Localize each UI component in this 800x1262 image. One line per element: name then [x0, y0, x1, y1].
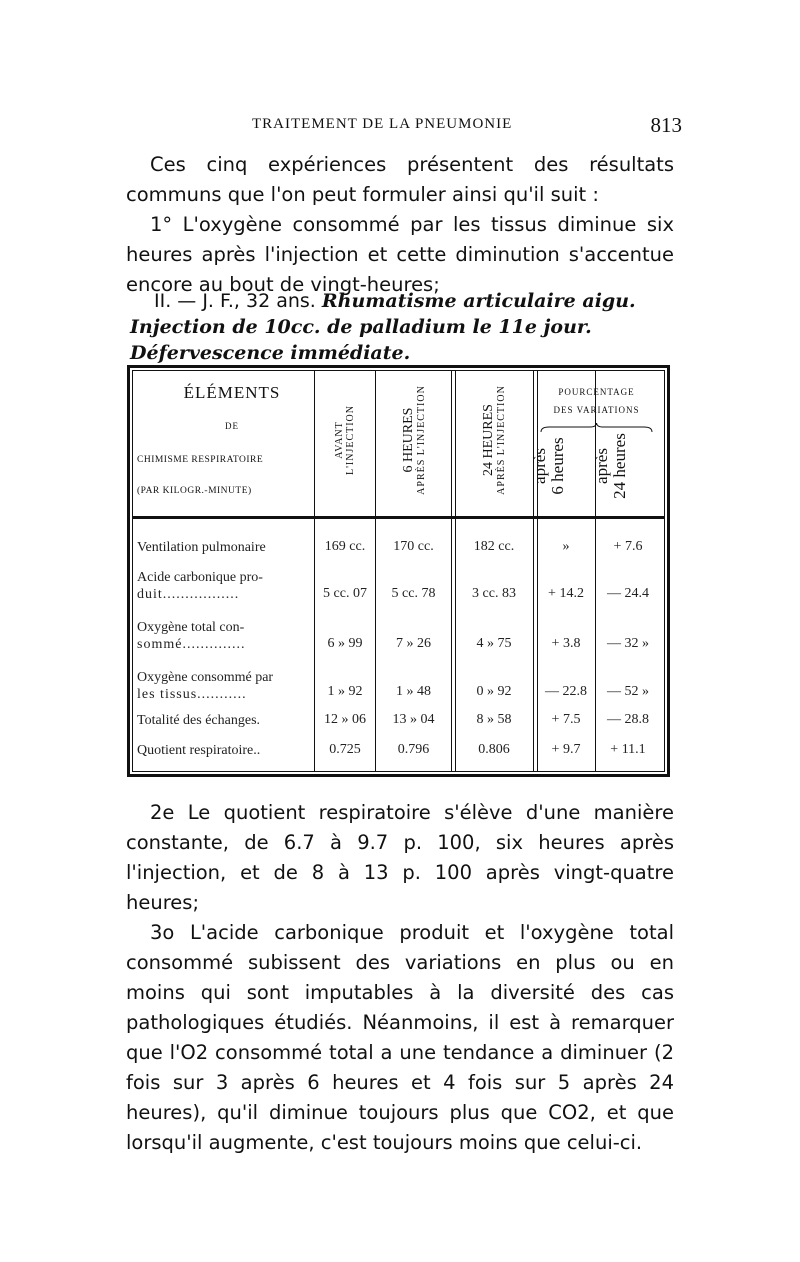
- case-line-2: [130, 314, 678, 366]
- row-2-label: [137, 569, 313, 603]
- row-4-var-6h: — 22.8: [545, 684, 587, 699]
- row-2-6h: 5 cc. 78: [391, 586, 436, 601]
- row-3-var-6h: + 3.8: [551, 636, 581, 651]
- row-6-var-24h: + 11.1: [610, 742, 646, 757]
- header-pourcentage: [539, 383, 654, 419]
- row-4-label-line1: Oxygène consommé par: [137, 670, 274, 685]
- row-3-24h: 4 » 75: [476, 636, 512, 651]
- header-pourcentage-line1: POURCENTAGE: [558, 387, 635, 397]
- row-5-label: [137, 712, 313, 729]
- header-rule: [132, 516, 665, 519]
- header-var-24h: [592, 416, 629, 516]
- running-head: [252, 113, 682, 138]
- row-4-label: [137, 669, 313, 703]
- header-24h: [481, 365, 507, 515]
- row-4-avant: 1 » 92: [327, 684, 363, 699]
- row-3-6h: 7 » 26: [396, 636, 431, 651]
- case-id: II. — J. F., 32 ans.: [154, 290, 322, 312]
- row-1-var-6h: »: [562, 539, 570, 554]
- row-5-avant: 12 » 06: [324, 712, 366, 727]
- header-24h-line1: 24 HEURES: [481, 404, 496, 476]
- intro-paragraph-2: 1° L'oxygène consommé par les tissus diminue six heures après l'injection et cette diminution s'accentue encore au bout de vingt-heures;: [126, 213, 674, 296]
- row-1-var-24h: + 7.6: [613, 539, 643, 554]
- case-injection: Injection de 10cc. de palladium le 11e jour. Défervescence immédiate.: [130, 316, 592, 364]
- row-6-24h: 0.806: [478, 742, 510, 757]
- row-6-label-line1: Quotient respiratoire..: [137, 743, 261, 758]
- header-6h: [401, 365, 427, 515]
- row-1-24h: 182 cc.: [473, 539, 515, 554]
- row-6-var-6h: + 9.7: [551, 742, 581, 757]
- header-avant: [334, 365, 356, 515]
- row-3-label-line2: sommé..............: [137, 637, 246, 652]
- row-6-avant: 0.725: [329, 742, 361, 757]
- conclusion-paragraph-2: 3o L'acide carbonique produit et l'oxygène total consommé subissent des variations en plus ou en moins qui sont imputables à la diversité des cas pathologiques étudiés. Néanmoins, il est à remarquer que l'O2 consommé total a une tendance a diminuer (2 fois sur 3 après 6 heures et 4 fois sur 5 après 24 heures), qu'il diminue toujours plus que CO2, et que lorsqu'il augmente, c'est toujours moins que celui-ci.: [126, 921, 674, 1154]
- conclusion-paragraph-1: 2e Le quotient respiratoire s'élève d'une manière constante, de 6.7 à 9.7 p. 100, six heures après l'injection, et de 8 à 13 p. 100 après vingt-quatre heures;: [126, 801, 674, 914]
- row-4-var-24h: — 52 »: [607, 684, 649, 699]
- row-2-var-6h: + 14.2: [548, 586, 584, 601]
- row-4-24h: 0 » 92: [476, 684, 512, 699]
- row-2-avant: 5 cc. 07: [323, 586, 367, 601]
- intro-paragraph-1: Ces cinq expériences présentent des résultats communs que l'on peut formuler ainsi qu'il suit :: [126, 153, 674, 206]
- row-3-var-24h: — 32 »: [607, 636, 649, 651]
- row-5-var-24h: — 28.8: [607, 712, 649, 727]
- row-4-label-line2: les tissus...........: [137, 687, 247, 702]
- header-var-6h-line2: 6 heures: [548, 437, 567, 495]
- case-line-1: [130, 288, 678, 314]
- row-3-avant: 6 » 99: [327, 636, 363, 651]
- results-table: [127, 365, 670, 777]
- row-2-var-24h: — 24.4: [607, 586, 649, 601]
- header-var-24h-line2: 24 heures: [610, 433, 629, 499]
- row-2-label-line1: Acide carbonique pro-: [137, 570, 263, 585]
- row-5-6h: 13 » 04: [392, 712, 435, 727]
- row-2-label-line2: duit.................: [137, 587, 240, 602]
- intro-text: [126, 150, 674, 300]
- header-6h-line2: APRÈS L'INJECTION: [416, 385, 427, 495]
- row-6-6h: 0.796: [397, 742, 430, 757]
- header-var-6h: [530, 416, 567, 516]
- row-4-6h: 1 » 48: [396, 684, 431, 699]
- header-elements: ÉLÉMENTS: [183, 383, 281, 402]
- conclusion-text: [126, 798, 674, 1158]
- header-pourcentage-line2: DES VARIATIONS: [553, 405, 640, 415]
- row-2-24h: 3 cc. 83: [472, 586, 516, 601]
- row-5-24h: 8 » 58: [476, 712, 512, 727]
- row-5-label-line1: Totalité des échanges.: [137, 713, 261, 728]
- row-1-label: [137, 539, 313, 556]
- row-3-label: [137, 619, 313, 653]
- case-heading: [130, 288, 678, 366]
- header-chimisme: CHIMISME RESPIRATOIRE: [137, 455, 264, 465]
- row-1-6h: 170 cc.: [393, 539, 434, 554]
- page-number: 813: [650, 113, 682, 137]
- row-1-avant: 169 cc.: [324, 539, 366, 554]
- header-avant-line2: L'INJECTION: [345, 405, 356, 476]
- header-6h-line1: 6 HEURES: [401, 407, 416, 473]
- row-6-label: [137, 742, 313, 759]
- header-avant-line1: AVANT: [334, 421, 345, 459]
- running-head-title: TRAITEMENT DE LA PNEUMONIE: [252, 116, 513, 132]
- header-var-24h-line1: après: [592, 448, 611, 484]
- row-1-label-line1: Ventilation pulmonaire: [137, 540, 266, 555]
- header-24h-line2: APRÈS L'INJECTION: [496, 385, 507, 495]
- header-de: DE: [225, 421, 239, 431]
- header-par-kilogr: (PAR KILOGR.-MINUTE): [137, 486, 252, 496]
- header-var-6h-line1: après: [530, 448, 549, 484]
- row-5-var-6h: + 7.5: [551, 712, 581, 727]
- case-diagnosis: Rhumatisme articulaire aigu.: [321, 290, 636, 312]
- row-3-label-line1: Oxygène total con-: [137, 620, 245, 635]
